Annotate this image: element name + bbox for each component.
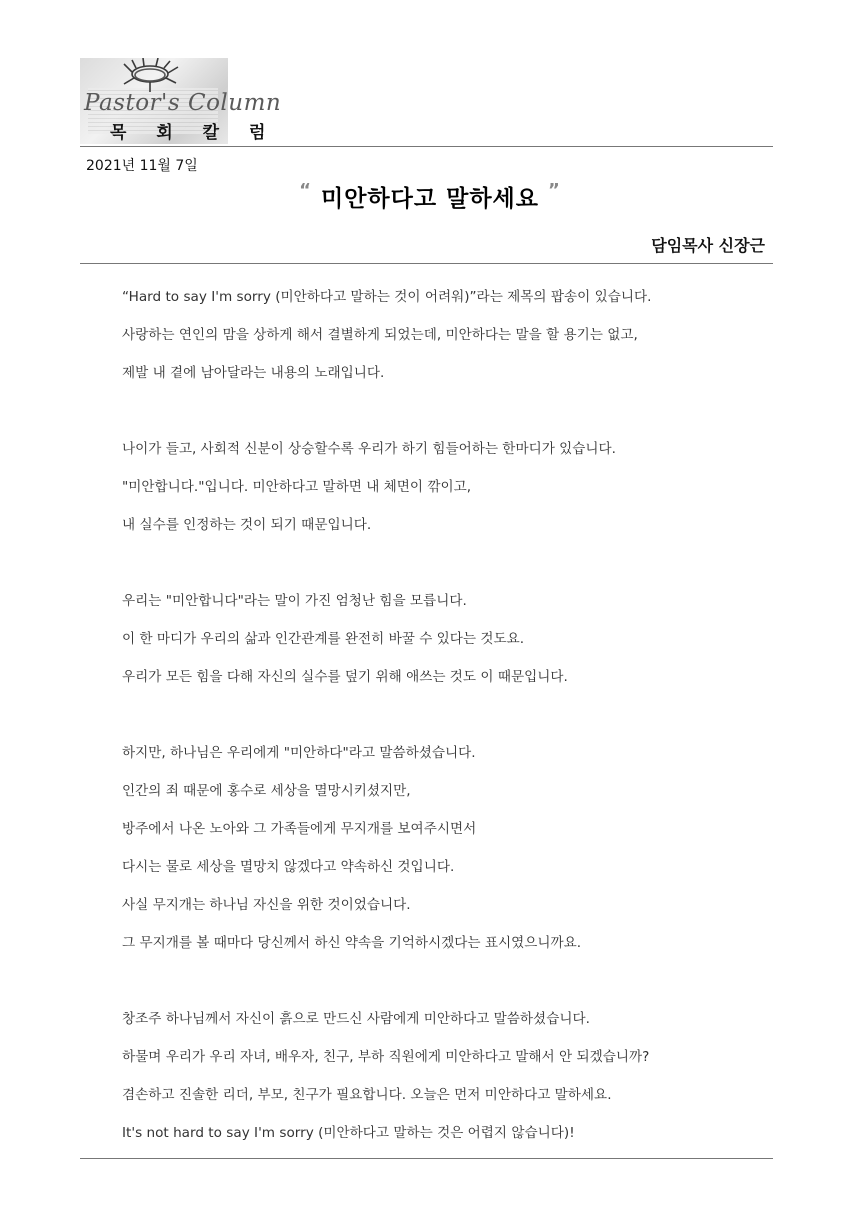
body-line: 우리는 "미안합니다"라는 말이 가진 엄청난 힘을 모릅니다. — [122, 593, 467, 609]
column-author: 담임목사 신장근 — [651, 236, 765, 255]
logo-subtitle: 목 회 칼 럼 — [110, 123, 278, 143]
body-line: 방주에서 나온 노아와 그 가족들에게 무지개를 보여주시면서 — [122, 821, 477, 837]
pastors-column-logo — [80, 58, 290, 146]
body-line: 사실 무지개는 하나님 자신을 위한 것이었습니다. — [122, 897, 411, 913]
body-line: 그 무지개를 볼 때마다 당신께서 하신 약속을 기억하시겠다는 표시였으니까요. — [122, 935, 582, 951]
logo-title: Pastor's Column — [84, 90, 282, 116]
column-date: 2021년 11월 7일 — [86, 158, 198, 174]
body-line: It's not hard to say I'm sorry (미안하다고 말하는 것은 어렵지 않습니다)! — [122, 1125, 575, 1141]
body-line: “Hard to say I'm sorry (미안하다고 말하는 것이 어려워)”라는 제목의 팝송이 있습니다. — [122, 289, 652, 305]
header-bottom-rule — [80, 263, 773, 264]
paragraph-gap — [122, 548, 762, 586]
column-title-text: 미안하다고 말하세요 — [321, 186, 539, 212]
body-line: 나이가 들고, 사회적 신분이 상승할수록 우리가 하기 힘들어하는 한마디가 있습니다. — [122, 441, 617, 457]
header-top-rule — [80, 146, 773, 147]
paragraph-gap — [122, 396, 762, 434]
body-line: 인간의 죄 때문에 홍수로 세상을 멸망시키셨지만, — [122, 783, 411, 799]
body-line: 이 한 마디가 우리의 삶과 인간관계를 완전히 바꿀 수 있다는 것도요. — [122, 631, 525, 647]
open-quote: “ — [299, 180, 312, 201]
body-line: 다시는 물로 세상을 멸망치 않겠다고 약속하신 것입니다. — [122, 859, 455, 875]
column-body — [122, 282, 762, 1156]
paragraph-gap — [122, 966, 762, 1004]
column-title — [0, 180, 860, 213]
close-quote: ” — [548, 180, 561, 201]
footer-rule — [80, 1158, 773, 1159]
body-line: 우리가 모든 힘을 다해 자신의 실수를 덮기 위해 애쓰는 것도 이 때문입니다. — [122, 669, 568, 685]
body-line: 하지만, 하나님은 우리에게 "미안하다"라고 말씀하셨습니다. — [122, 745, 476, 761]
body-line: 제발 내 곁에 남아달라는 내용의 노래입니다. — [122, 365, 385, 381]
body-line: 사랑하는 연인의 맘을 상하게 해서 결별하게 되었는데, 미안하다는 말을 할 용기는 없고, — [122, 327, 638, 343]
body-line: 하물며 우리가 우리 자녀, 배우자, 친구, 부하 직원에게 미안하다고 말해서 안 되겠습니까? — [122, 1049, 650, 1065]
body-line: 내 실수를 인정하는 것이 되기 때문입니다. — [122, 517, 372, 533]
body-line: 창조주 하나님께서 자신이 흙으로 만드신 사람에게 미안하다고 말씀하셨습니다. — [122, 1011, 590, 1027]
body-line: "미안합니다."입니다. 미안하다고 말하면 내 체면이 깎이고, — [122, 479, 472, 495]
body-line: 겸손하고 진솔한 리더, 부모, 친구가 필요합니다. 오늘은 먼저 미안하다고 말하세요. — [122, 1087, 612, 1103]
paragraph-gap — [122, 700, 762, 738]
